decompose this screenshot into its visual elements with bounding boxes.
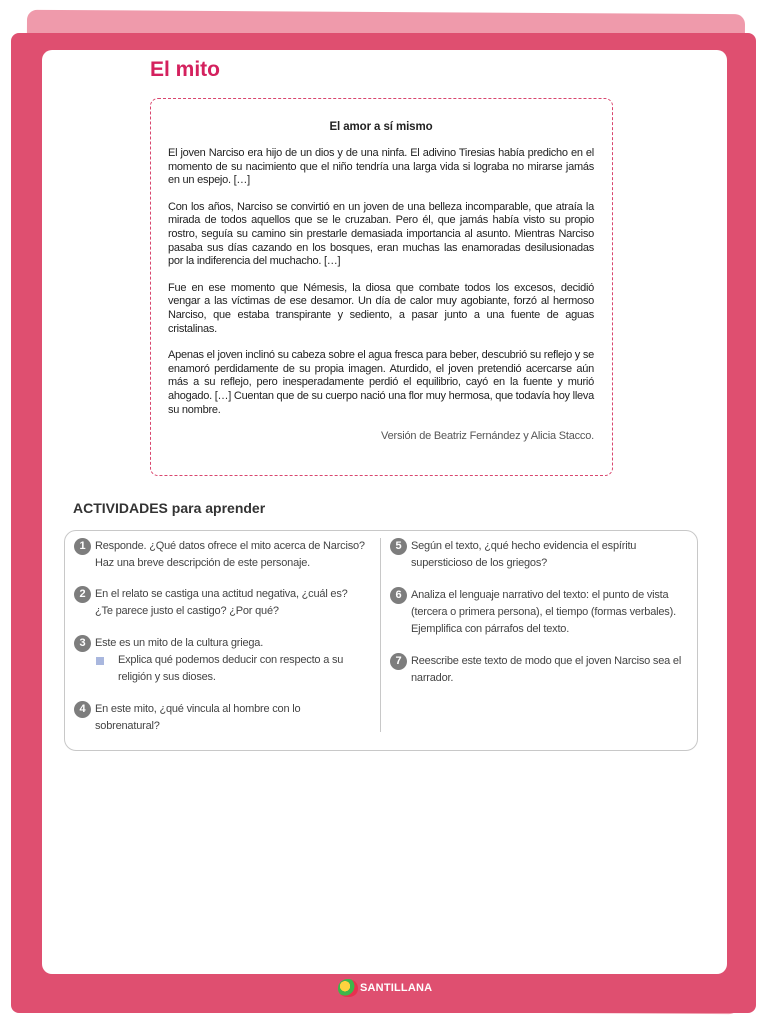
activities-right-column	[390, 538, 686, 687]
activity-text: En este mito, ¿qué vincula al hombre con lo sobrenatural?	[95, 703, 301, 732]
story-paragraph: El joven Narciso era hijo de un dios y de una ninfa. El adivino Tiresias había predicho en el momento de su nacimiento que el niño tendría una larga vida si lograba no mirarse jamás en un espejo. […]	[168, 147, 594, 187]
activity-text: Analiza el lenguaje narrativo del texto: el punto de vista (tercera o primera persona), el tiempo (formas verbales). Ejemplifica con párrafos del texto.	[411, 589, 676, 635]
page-title: El mito	[150, 58, 221, 81]
story-paragraph: Con los años, Narciso se convirtió en un joven de una belleza incomparable, que atraía la mirada de todos aquellos que se le cruzaban. Pero él, que jamás había visto su propio rostro, seguía su camino sin prestarle demasiada importancia al asunto. Mientras Narciso pasaba sus días cazando en los bosques, eran muchas las enamoradas desilusionadas por la indiferencia del muchacho. […]	[168, 200, 594, 268]
activity-item-1	[74, 538, 366, 586]
activities-left-column	[74, 538, 366, 735]
story-title: El amor a sí mismo	[329, 121, 433, 133]
square-bullet-icon	[96, 657, 104, 665]
activity-subitem	[95, 652, 366, 686]
story-paragraph: Apenas el joven inclinó su cabeza sobre el agua fresca para beber, descubrió su reflejo y se enamoró perdidamente de su propia imagen. Aturdido, el joven pretendió acercarse aún más a su reflejo, pero inesperadamente perdió el equilibrio, cayó en la fuente y murió ahogado. […] Cuentan que de su cuerpo nació una flor muy hermosa, que todavía hoy lleva su nombre.	[168, 349, 594, 416]
santillana-logo-icon	[338, 979, 358, 997]
activity-item-7	[390, 653, 686, 687]
activity-item-6	[390, 587, 686, 653]
activity-number-badge: 5	[390, 538, 407, 555]
activity-number-badge: 6	[390, 587, 407, 604]
santillana-logo	[338, 976, 432, 1000]
activity-number-badge: 1	[74, 538, 91, 555]
activity-text: Este es un mito de la cultura griega.	[95, 637, 264, 649]
activity-subitem-text: Explica qué podemos deducir con respecto a su religión y sus dioses.	[118, 654, 344, 683]
activity-item-5	[390, 538, 686, 587]
activity-item-4	[74, 701, 366, 735]
story-source: Versión de Beatriz Fernández y Alicia Stacco.	[381, 430, 594, 443]
story-box	[150, 98, 613, 476]
activities-heading: ACTIVIDADES para aprender	[73, 500, 266, 516]
activity-number-badge: 7	[390, 653, 407, 670]
activity-number-badge: 3	[74, 635, 91, 652]
activity-number-badge: 2	[74, 586, 91, 603]
story-paragraph: Fue en ese momento que Némesis, la diosa que combate todos los excesos, decidió vengar a las víctimas de ese desamor. Un día de calor muy agobiante, forzó al hermoso Narciso, que estaba transpirante y sediento, a pasar junto a una fuente de aguas cristalinas.	[168, 281, 594, 335]
activity-text: Reescribe este texto de modo que el joven Narciso sea el narrador.	[411, 655, 682, 684]
activities-divider	[380, 538, 381, 732]
activity-text: Según el texto, ¿qué hecho evidencia el espíritu supersticioso de los griegos?	[411, 540, 637, 569]
activity-item-3	[74, 635, 366, 701]
santillana-logo-text: SANTILLANA	[360, 982, 433, 994]
activity-text: Responde. ¿Qué datos ofrece el mito acerca de Narciso? Haz una breve descripción de este personaje.	[95, 540, 365, 569]
activity-item-2	[74, 586, 366, 635]
activity-text: En el relato se castiga una actitud negativa, ¿cuál es? ¿Te parece justo el castigo? ¿Por qué?	[95, 588, 348, 617]
activity-number-badge: 4	[74, 701, 91, 718]
